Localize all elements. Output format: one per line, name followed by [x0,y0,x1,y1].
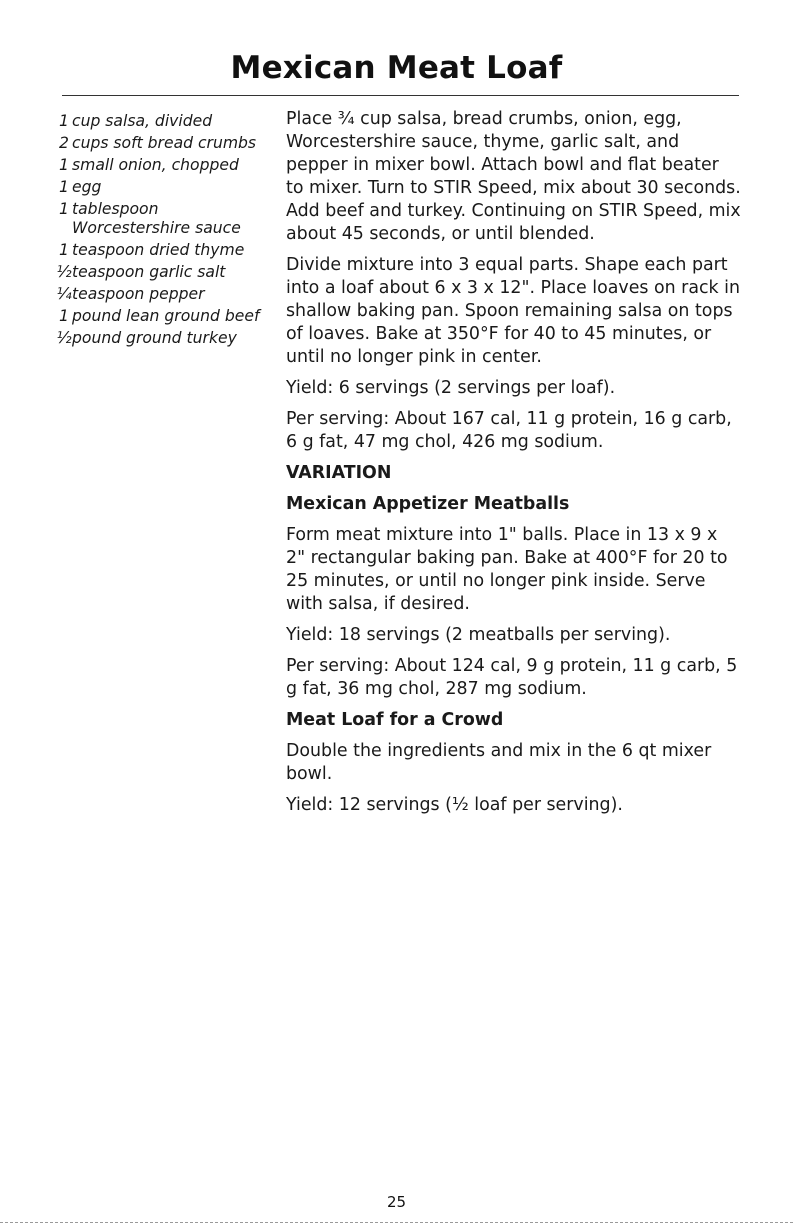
ingredient-text: teaspoon pepper [72,285,205,303]
ingredient-text: tablespoon Worcestershire sauce [72,200,241,237]
ingredient-item [56,263,276,282]
ingredient-quantity: ¼ [56,285,72,303]
crowd-heading: Meat Loaf for a Crowd [286,710,504,730]
ingredient-item [56,156,276,175]
page-bottom-edge [0,1222,793,1223]
variation-heading: VARIATION [286,463,392,483]
ingredient-text: small onion, chopped [72,156,239,174]
ingredient-quantity: 1 [59,156,69,174]
instruction-step-1: Place ¾ cup salsa, bread crumbs, onion, egg, Worcestershire sauce, thyme, garlic salt, and pepper in mixer bowl. Attach bowl and flat beater to mixer. Turn to STIR Speed, mix about 30 seconds. Add beef and turkey. Continuing on STIR Speed, mix about 45 seconds, or until blended. [286,109,741,244]
ingredient-quantity: ½ [56,263,72,281]
ingredient-quantity: ½ [56,329,72,347]
title-divider [62,95,739,96]
page-number: 25 [386,1193,407,1211]
ingredient-text: teaspoon dried thyme [72,241,245,259]
ingredient-item [56,200,276,238]
crowd-instructions: Double the ingredients and mix in the 6 qt mixer bowl. [286,741,712,784]
ingredient-text: pound lean ground beef [72,307,260,325]
ingredient-text: cup salsa, divided [72,112,213,130]
ingredient-item [56,307,276,326]
ingredient-item [56,178,276,197]
ingredient-item [56,285,276,304]
ingredient-quantity: 1 [59,307,69,325]
ingredient-text: pound ground turkey [72,329,237,347]
ingredient-quantity: 2 [59,134,69,152]
ingredient-quantity: 1 [59,241,69,259]
recipe-yield: Yield: 6 servings (2 servings per loaf). [286,378,616,398]
recipe-instructions [286,108,741,825]
ingredient-item [56,241,276,260]
page-title: Mexican Meat Loaf [230,50,563,86]
ingredient-text: teaspoon garlic salt [72,263,226,281]
ingredient-list [56,112,276,351]
ingredient-quantity: 1 [59,112,69,130]
ingredient-item [56,112,276,131]
appetizer-instructions: Form meat mixture into 1" balls. Place in 13 x 9 x 2" rectangular baking pan. Bake at 400°F for 20 to 25 minutes, or until no longer pink inside. Serve with salsa, if desired. [286,525,728,614]
recipe-nutrition: Per serving: About 167 cal, 11 g protein, 16 g carb, 6 g fat, 47 mg chol, 426 mg sodium. [286,409,732,452]
appetizer-nutrition: Per serving: About 124 cal, 9 g protein, 11 g carb, 5 g fat, 36 mg chol, 287 mg sodium. [286,656,738,699]
ingredient-item [56,329,276,348]
ingredient-text: egg [72,178,102,196]
appetizer-heading: Mexican Appetizer Meatballs [286,494,570,514]
ingredient-quantity: 1 [59,178,69,196]
crowd-yield: Yield: 12 servings (½ loaf per serving). [286,795,623,815]
appetizer-yield: Yield: 18 servings (2 meatballs per serving). [286,625,671,645]
ingredient-item [56,134,276,153]
ingredient-text: cups soft bread crumbs [72,134,257,152]
ingredient-quantity: 1 [59,200,69,218]
instruction-step-2: Divide mixture into 3 equal parts. Shape each part into a loaf about 6 x 3 x 12". Place loaves on rack in shallow baking pan. Spoon remaining salsa on tops of loaves. Bake at 350°F for 40 to 45 minutes, or until no longer pink in center. [286,255,740,367]
